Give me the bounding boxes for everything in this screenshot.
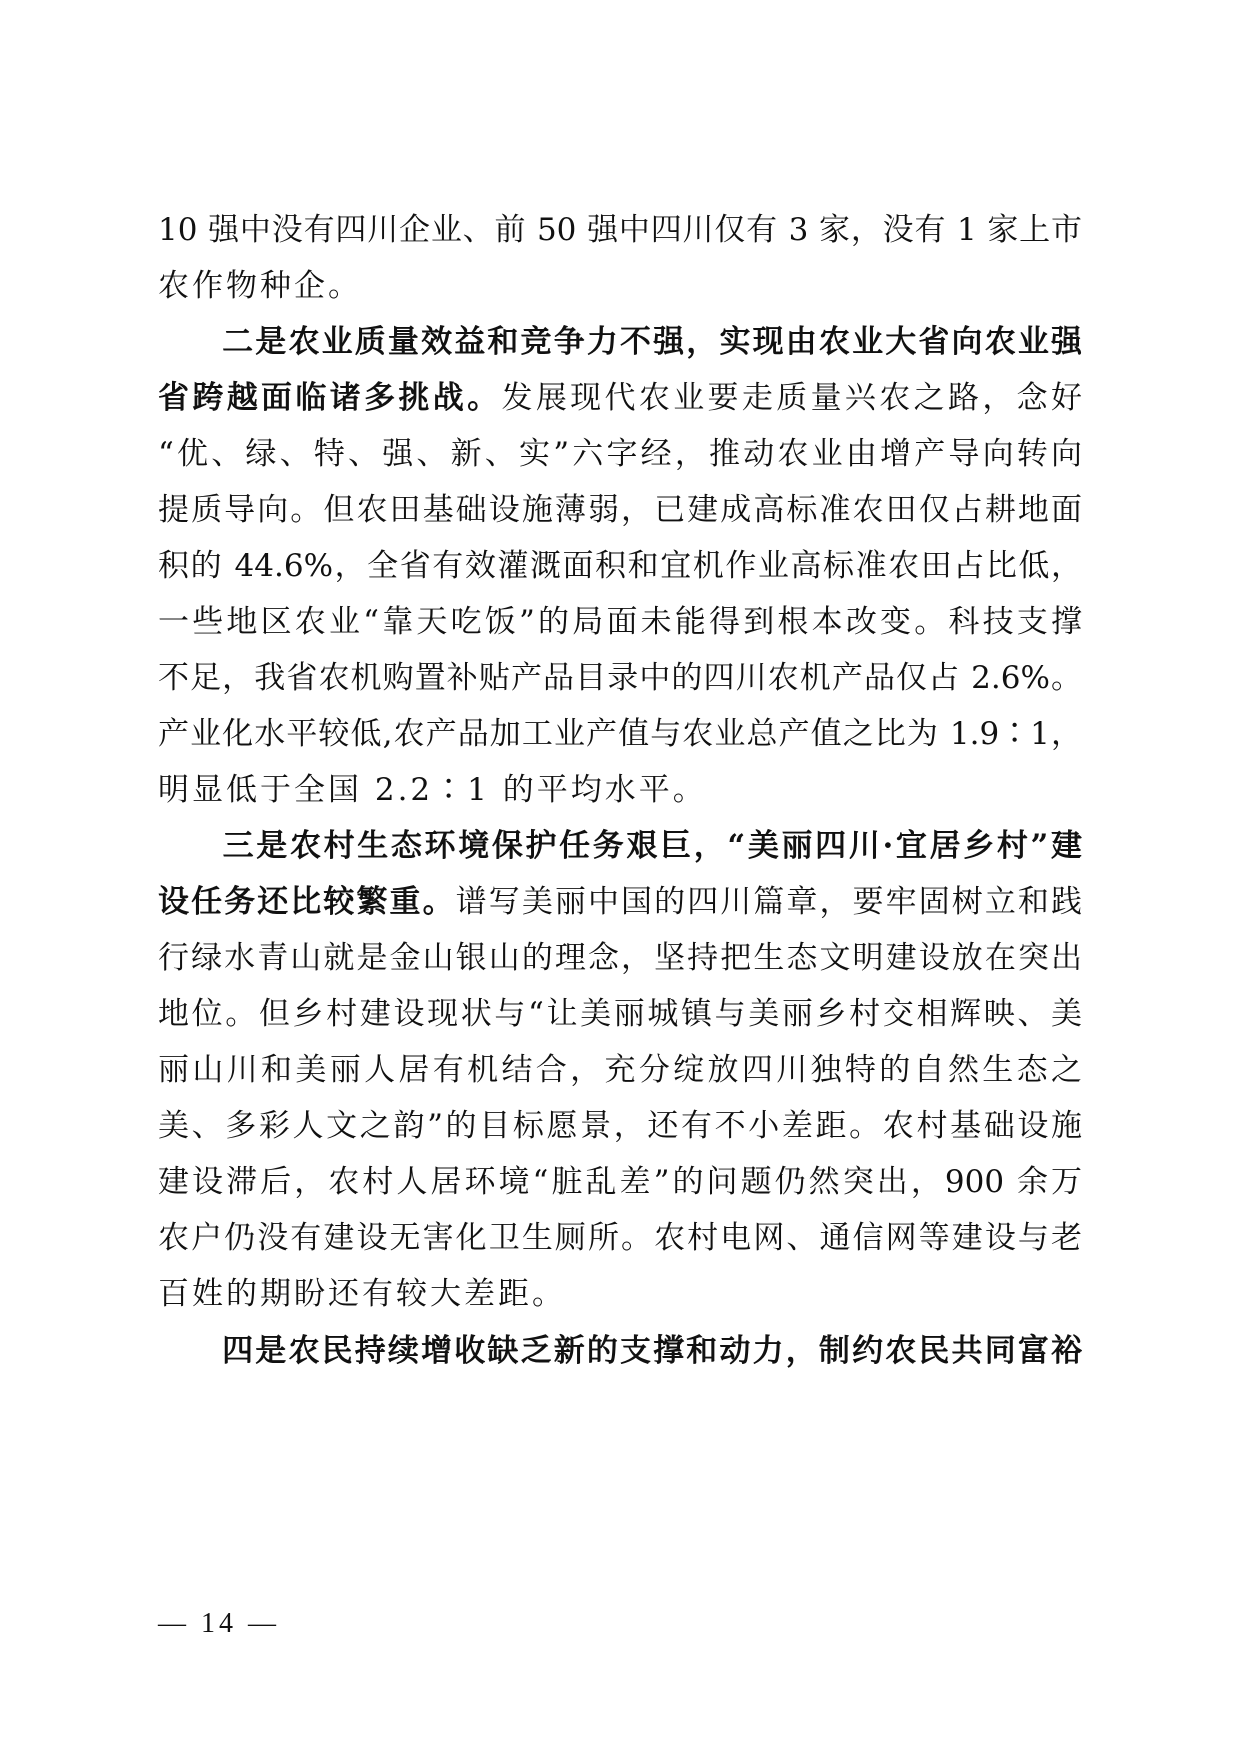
body-line-17: 美、多彩人文之韵”的目标愿景，还有不小差距。农村基础设施 (158, 1108, 1082, 1144)
body-line-9: 不足，我省农机购置补贴产品目录中的四川农机产品仅占 2.6%。 (158, 660, 1082, 696)
paragraph-heading-3: 三是农村生态环境保护任务艰巨，“美丽四川·宜居乡村”建 (220, 828, 1082, 864)
body-line-11: 明显低于全国 2.2∶1 的平均水平。 (158, 772, 707, 808)
body-line-6: 提质导向。但农田基础设施薄弱，已建成高标准农田仅占耕地面 (158, 492, 1082, 528)
body-line-13: 设任务还比较繁重。谱写美丽中国的四川篇章，要牢固树立和践 (158, 884, 1083, 920)
body-line-14: 行绿水青山就是金山银山的理念，坚持把生态文明建设放在突出 (158, 940, 1082, 976)
body-line-1: 10 强中没有四川企业、前 50 强中四川仅有 3 家，没有 1 家上市 (158, 212, 1082, 248)
body-line-7: 积的 44.6%，全省有效灌溉面积和宜机作业高标准农田占比低， (158, 548, 1082, 584)
page-number: — 14 — (158, 1608, 280, 1639)
body-line-10: 产业化水平较低,农产品加工业产值与农业总产值之比为 1.9∶1， (158, 716, 1082, 752)
body-line-8: 一些地区农业“靠天吃饭”的局面未能得到根本改变。科技支撑 (158, 604, 1082, 640)
body-line-2: 农作物种企。 (158, 268, 362, 304)
body-line-19: 农户仍没有建设无害化卫生厕所。农村电网、通信网等建设与老 (158, 1220, 1082, 1256)
body-line-16: 丽山川和美丽人居有机结合，充分绽放四川独特的自然生态之 (158, 1052, 1082, 1088)
paragraph-heading-4: 四是农民持续增收缺乏新的支撑和动力，制约农民共同富裕 (220, 1333, 1082, 1369)
body-line-20: 百姓的期盼还有较大差距。 (158, 1276, 566, 1312)
paragraph-heading-2: 二是农业质量效益和竞争力不强，实现由农业大省向农业强 (220, 324, 1082, 360)
body-line-5: “优、绿、特、强、新、实”六字经，推动农业由增产导向转向 (158, 436, 1082, 472)
body-line-18: 建设滞后，农村人居环境“脏乱差”的问题仍然突出，900 余万 (158, 1164, 1082, 1200)
body-line-15: 地位。但乡村建设现状与“让美丽城镇与美丽乡村交相辉映、美 (158, 996, 1082, 1032)
body-line-4: 省跨越面临诸多挑战。发展现代农业要走质量兴农之路，念好 (158, 380, 1083, 416)
